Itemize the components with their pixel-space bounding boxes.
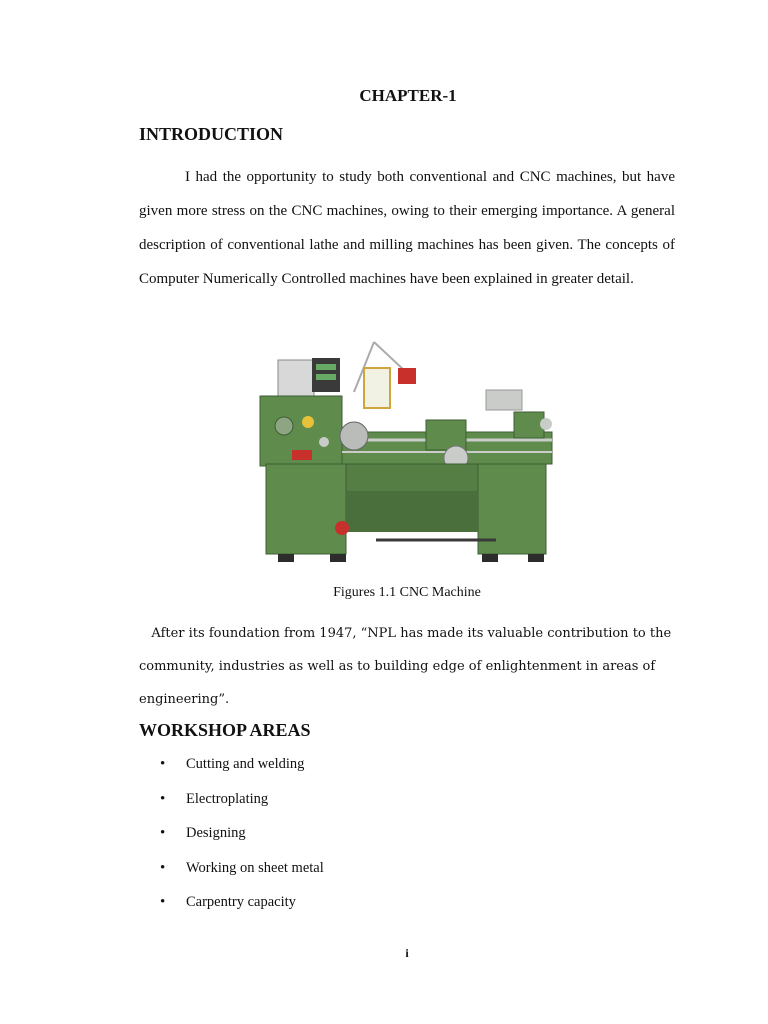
list-item: [160, 860, 324, 895]
bullet-icon: •: [160, 825, 166, 842]
npl-paragraph: [139, 617, 675, 716]
list-item-text: Cutting and welding: [186, 756, 305, 772]
chapter-heading: CHAPTER-1: [359, 86, 457, 105]
list-item: [160, 825, 324, 860]
intro-paragraph: [139, 160, 675, 296]
figure-caption: Figures 1.1 CNC Machine: [333, 585, 481, 600]
workshop-areas-heading: WORKSHOP AREAS: [139, 720, 311, 740]
bullet-icon: •: [160, 859, 166, 876]
list-item-text: Carpentry capacity: [186, 894, 296, 911]
bullet-icon: •: [160, 894, 166, 911]
workshop-areas-list: [160, 756, 324, 929]
list-item-text: Electroplating: [186, 790, 269, 807]
intro-paragraph-text: I had the opportunity to study both conventional and CNC machines, but have given more stress on the CNC machines, owing to their emerging importance. A general description of conventional lathe and milling machines has been given. The concepts of Computer Numerically Controlled machines have been explained in greater detail.: [139, 169, 675, 287]
page-number: i: [405, 946, 409, 960]
list-item: [160, 791, 324, 826]
npl-paragraph-text: After its foundation from 1947, “NPL has made its valuable contribution to the community, industries as well as to building edge of enlightenment in areas of engineering”.: [139, 626, 672, 707]
cnc-machine-figure: [246, 332, 564, 572]
list-item: [160, 756, 324, 791]
list-item-text: Designing: [186, 825, 246, 842]
list-item: [160, 894, 324, 929]
introduction-heading: INTRODUCTION: [139, 124, 284, 144]
list-item-text: Working on sheet metal: [186, 859, 324, 876]
bullet-icon: •: [160, 790, 166, 807]
bullet-icon: •: [160, 756, 166, 772]
